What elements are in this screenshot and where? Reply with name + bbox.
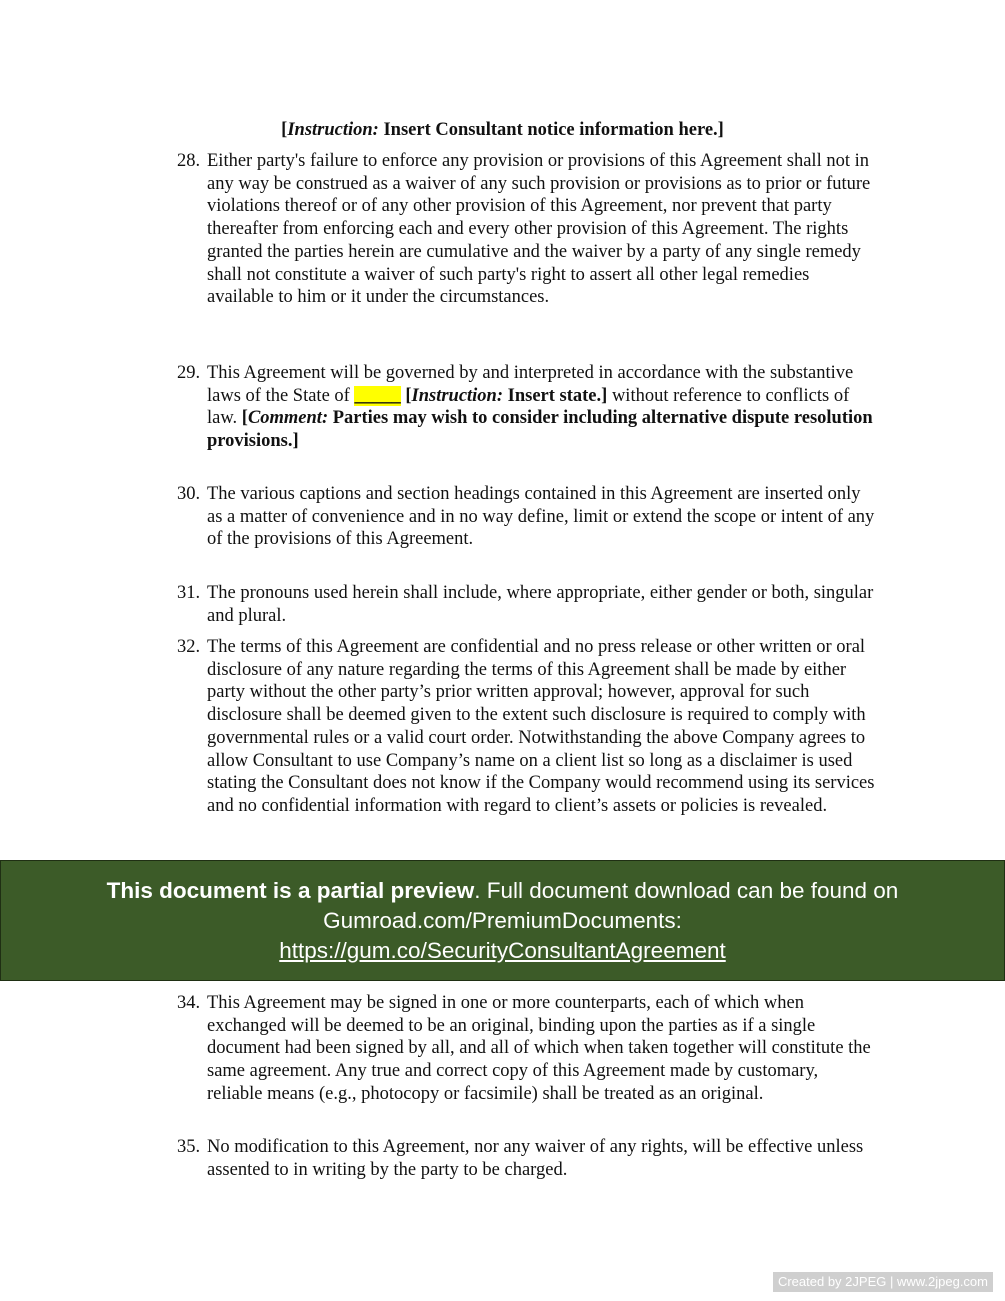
partial-preview-banner <box>0 860 1005 981</box>
clause-text: This Agreement may be signed in one or more counterparts, each of which when exchanged will be deemed to be an original, binding upon the parties as if a single document had been signed by all, and all of which when taken together will constitute the same agreement. Any true and correct copy of this Agreement made by customary, reliable means (e.g., photocopy or facsimile) shall be treated as an original. <box>207 993 871 1104</box>
clause-number: 32. <box>177 637 201 657</box>
clause-text: The pronouns used herein shall include, where appropriate, either gender or both, singular and plural. <box>207 583 874 626</box>
clause-text: The various captions and section headings contained in this Agreement are inserted only as a matter of convenience and in no way define, limit or extend the scope or intent of any of the provisions of this Agreement. <box>207 484 875 550</box>
clause-number: 28. <box>177 151 201 171</box>
instruction-notice-heading: [Instruction: Insert Consultant notice information here.] <box>281 120 724 140</box>
clause-32 <box>177 636 877 818</box>
clause-number: 29. <box>177 363 201 383</box>
clause-number: 34. <box>177 993 201 1013</box>
clause-31 <box>177 582 877 627</box>
clause-number: 31. <box>177 583 201 603</box>
clause-34 <box>177 992 877 1106</box>
clause-28 <box>177 150 877 309</box>
clause-text: No modification to this Agreement, nor any waiver of any rights, will be effective unless assented to in writing by the party to be charged. <box>207 1137 864 1180</box>
clause-text: This Agreement will be governed by and interpreted in accordance with the substantive laws of the State of _____ [Instruction: Insert state.] without reference to conflicts of law. [Comment: Parties may wish to consider including alternative dispute resolution provisions.] <box>207 363 873 452</box>
clause-30 <box>177 483 877 551</box>
clause-number: 35. <box>177 1137 201 1157</box>
clause-29 <box>177 362 877 453</box>
watermark-label: Created by 2JPEG | www.2jpeg.com <box>773 1272 993 1292</box>
clause-number: 30. <box>177 484 201 504</box>
banner-line-2: Gumroad.com/PremiumDocuments: <box>323 907 682 933</box>
clause-35 <box>177 1136 877 1181</box>
clause-text: The terms of this Agreement are confidential and no press release or other written or oral disclosure of any nature regarding the terms of this Agreement shall be made by either party without the other party’s prior written approval; however, approval for such disclosure shall be deemed given to the extent such disclosure is required to comply with governmental rules or a valid court order. Notwithstanding the above Company agrees to allow Consultant to use Company’s name on a client list so long as a disclaimer is used stating the Consultant does not know if the Company would recommend using its services and no confidential information with regard to client’s assets or policies is revealed. <box>207 637 875 816</box>
clause-text: Either party's failure to enforce any provision or provisions of this Agreement shall not in any way be construed as a waiver of any such provision or provisions as to prior or future violations thereof or of any other provision of this Agreement, nor prevent that party thereafter from enforcing each and every other provision of this Agreement. The rights granted the parties herein are cumulative and the waiver by a party of any single remedy shall not constitute a waiver of such party's right to assert all other legal remedies available to him or it under the circumstances. <box>207 151 871 308</box>
banner-line-1: This document is a partial preview. Full document download can be found on <box>106 877 899 903</box>
state-blank-highlight: _____ <box>354 385 401 406</box>
download-link[interactable]: https://gum.co/SecurityConsultantAgreement <box>279 937 726 963</box>
